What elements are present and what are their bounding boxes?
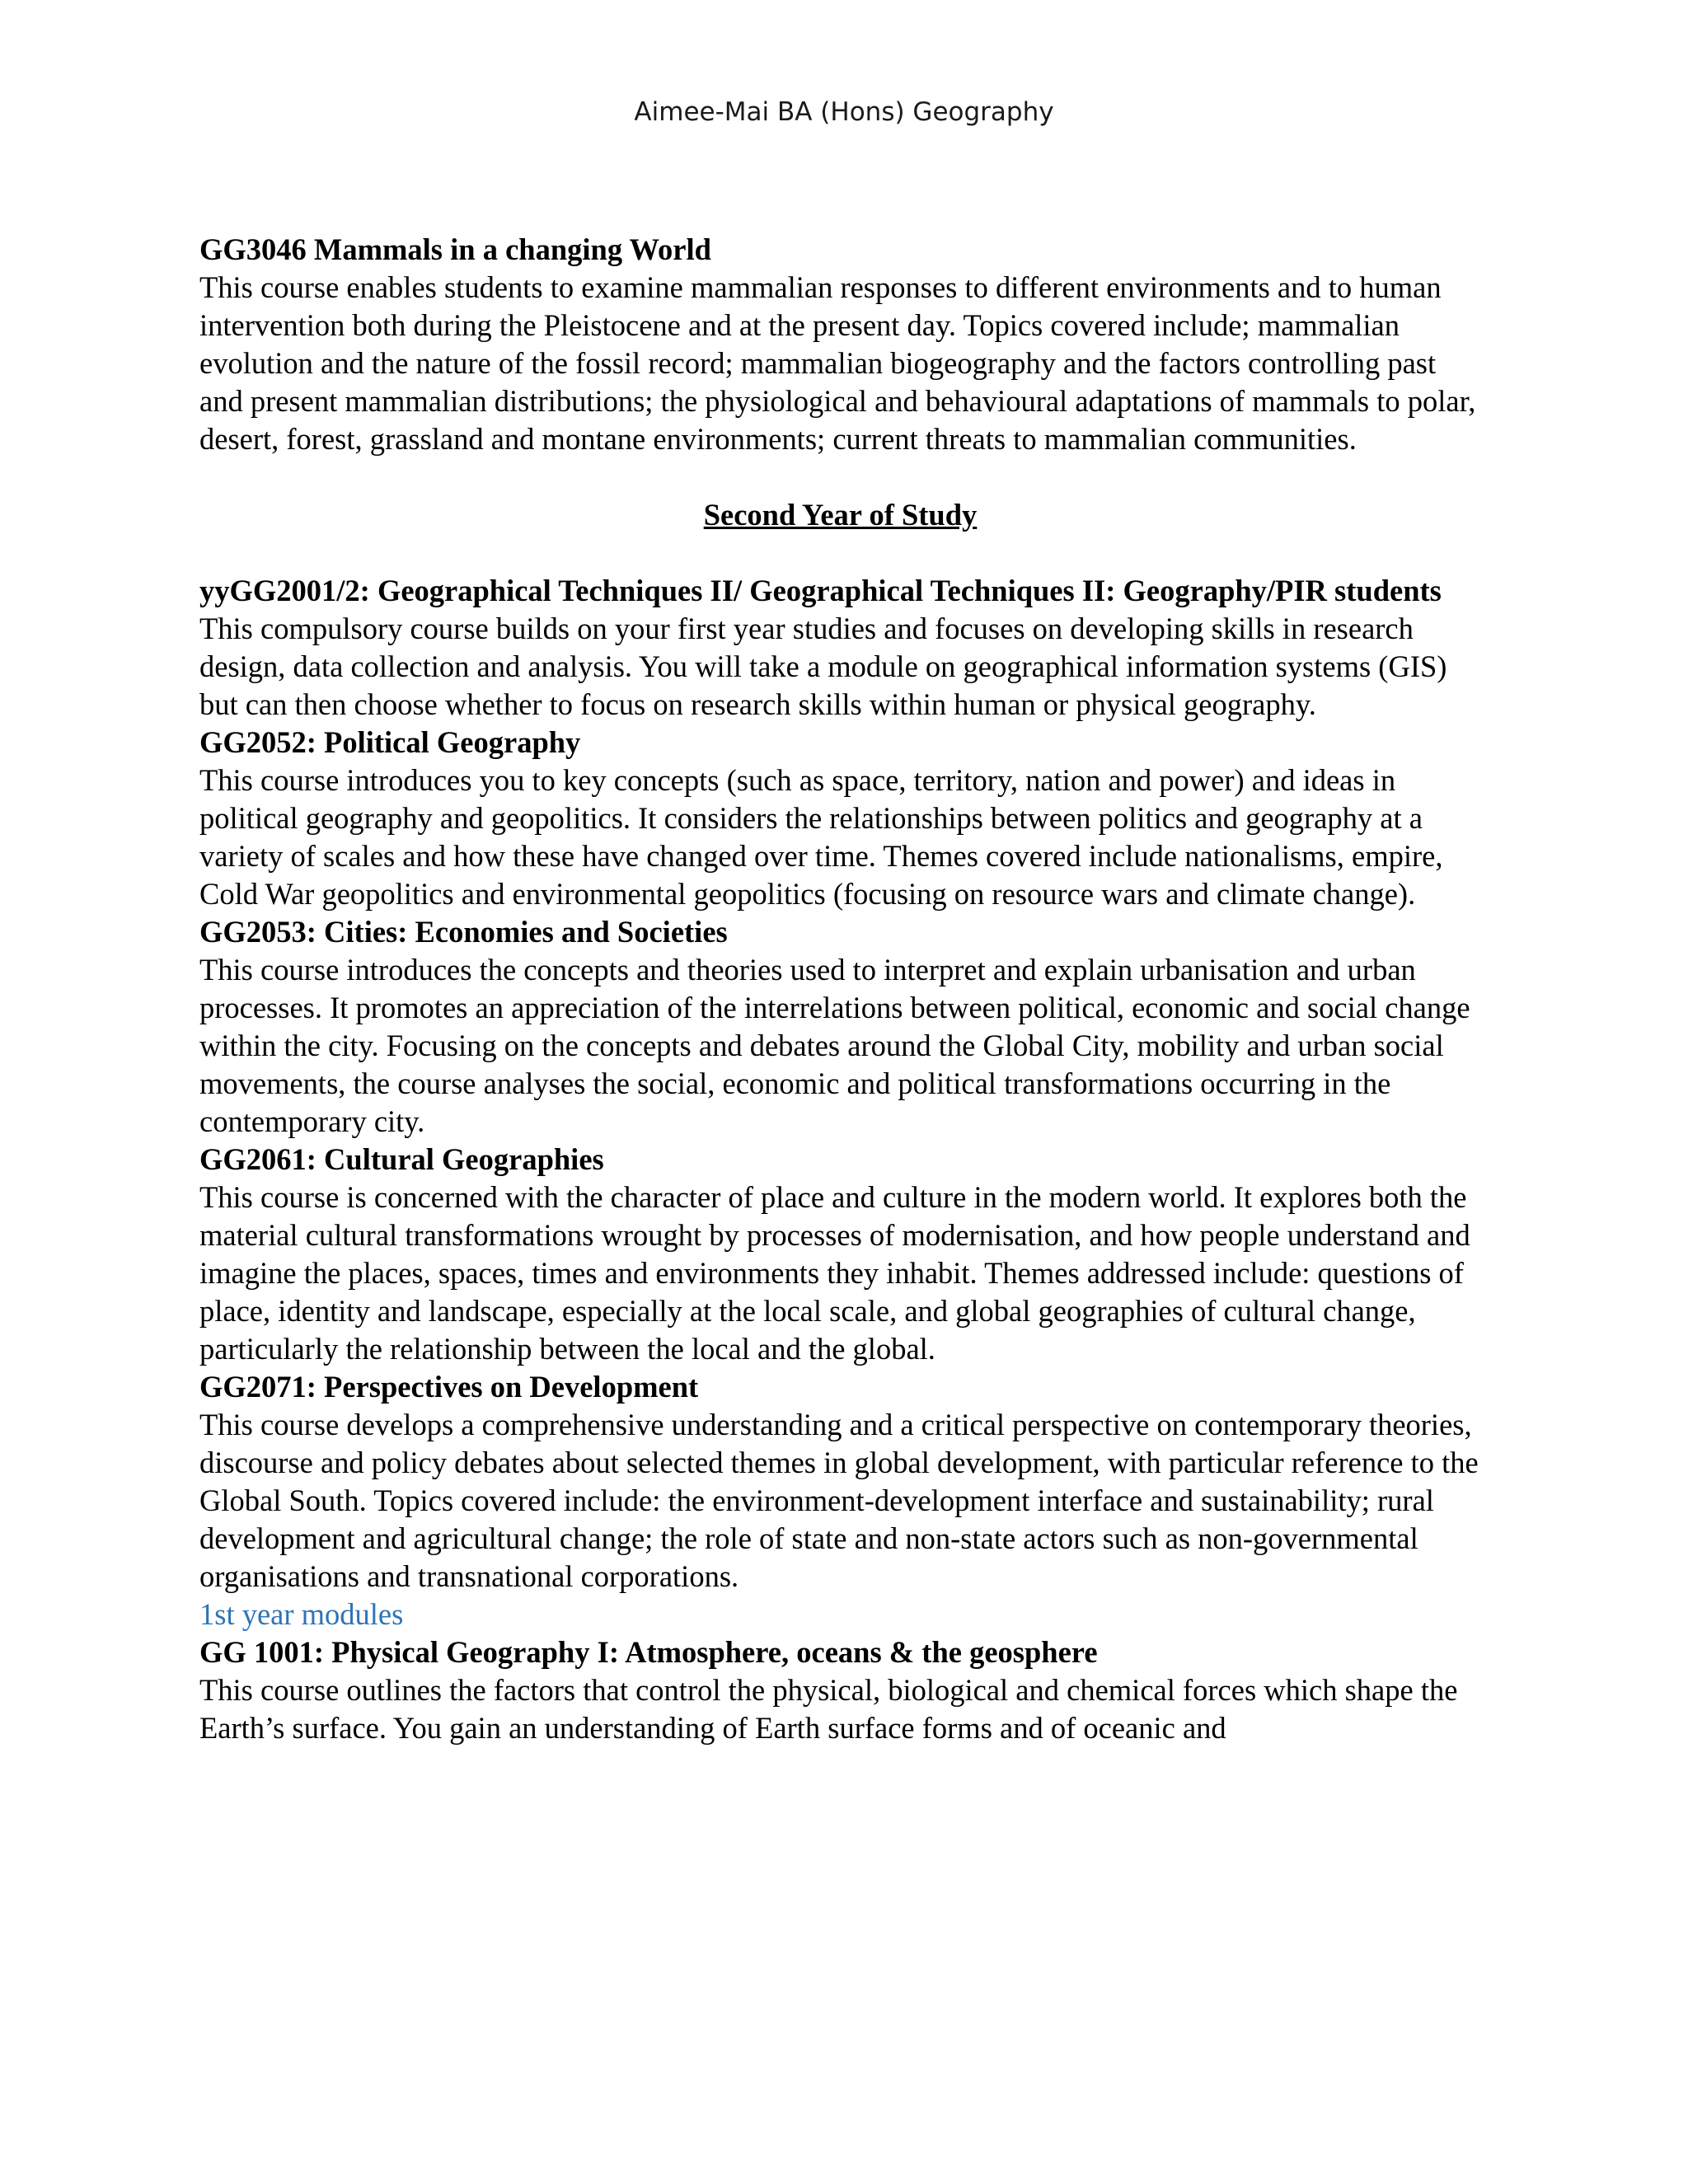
module-title: yyGG2001/2: Geographical Techniques II/ Geographical Techniques II: Geography/PIR students [199,574,1442,607]
module-title: GG3046 Mammals in a changing World [199,232,711,266]
module-block-gg1001 [199,1633,1481,1747]
module-block-gg2001 [199,572,1481,724]
module-description: This course introduces you to key concepts (such as space, territory, nation and power) and ideas in political geography and geopolitics. It considers the relationships between politics and geography at a variety of scales and how these have changed over time. Themes covered include nationalisms, empire, Cold War geopolitics and environmental geopolitics (focusing on resource wars and climate change). [199,763,1443,911]
module-block-gg2052 [199,724,1481,913]
module-block-gg2053 [199,913,1481,1141]
running-header: Aimee-Mai BA (Hons) Geography [634,97,1054,127]
module-title: GG2071: Perspectives on Development [199,1370,699,1404]
module-description: This course introduces the concepts and theories used to interpret and explain urbanisation and urban processes. It promotes an appreciation of the interrelations between political, economic and social change within the city. Focusing on the concepts and debates around the Global City, mobility and urban social movements, the course analyses the social, economic and political transformations occurring in the contemporary city. [199,953,1470,1138]
module-description: This course outlines the factors that control the physical, biological and chemical forces which shape the Earth’s surface. You gain an understanding of Earth surface forms and of oceanic and [199,1673,1458,1745]
module-title: GG2053: Cities: Economies and Societies [199,915,728,949]
document-body [199,231,1481,1747]
module-description: This compulsory course builds on your first year studies and focuses on developing skills in research design, data collection and analysis. You will take a module on geographical information systems (GIS) but can then choose whether to focus on research skills within human or physical geography. [199,612,1447,721]
module-block-gg3046 [199,231,1481,458]
module-title: GG2052: Political Geography [199,725,581,759]
module-description: This course is concerned with the character of place and culture in the modern world. It explores both the material cultural transformations wrought by processes of modernisation, and how people understand and imagine the places, spaces, times and environments they inhabit. Themes addressed include: questions of place, identity and landscape, especially at the local scale, and global geographies of cultural change, particularly the relationship between the local and the global. [199,1180,1470,1366]
module-block-gg2071 [199,1368,1481,1596]
module-title: GG 1001: Physical Geography I: Atmosphere, oceans & the geosphere [199,1635,1098,1669]
section-heading-second-year: Second Year of Study [703,498,978,532]
first-year-modules-link[interactable]: 1st year modules [199,1597,404,1631]
module-title: GG2061: Cultural Geographies [199,1142,604,1176]
module-description: This course develops a comprehensive understanding and a critical perspective on contemporary theories, discourse and policy debates about selected themes in global development, with particular reference to the Global South. Topics covered include: the environment-development interface and sustainability; rural development and agricultural change; the role of state and non-state actors such as non-governmental organisations and transnational corporations. [199,1408,1479,1593]
module-description: This course enables students to examine mammalian responses to different environments and to human intervention both during the Pleistocene and at the present day. Topics covered include; mammalian evolution and the nature of the fossil record; mammalian biogeography and the factors controlling past and present mammalian distributions; the physiological and behavioural adaptations of mammals to polar, desert, forest, grassland and montane environments; current threats to mammalian communities. [199,270,1476,456]
module-block-gg2061 [199,1141,1481,1368]
